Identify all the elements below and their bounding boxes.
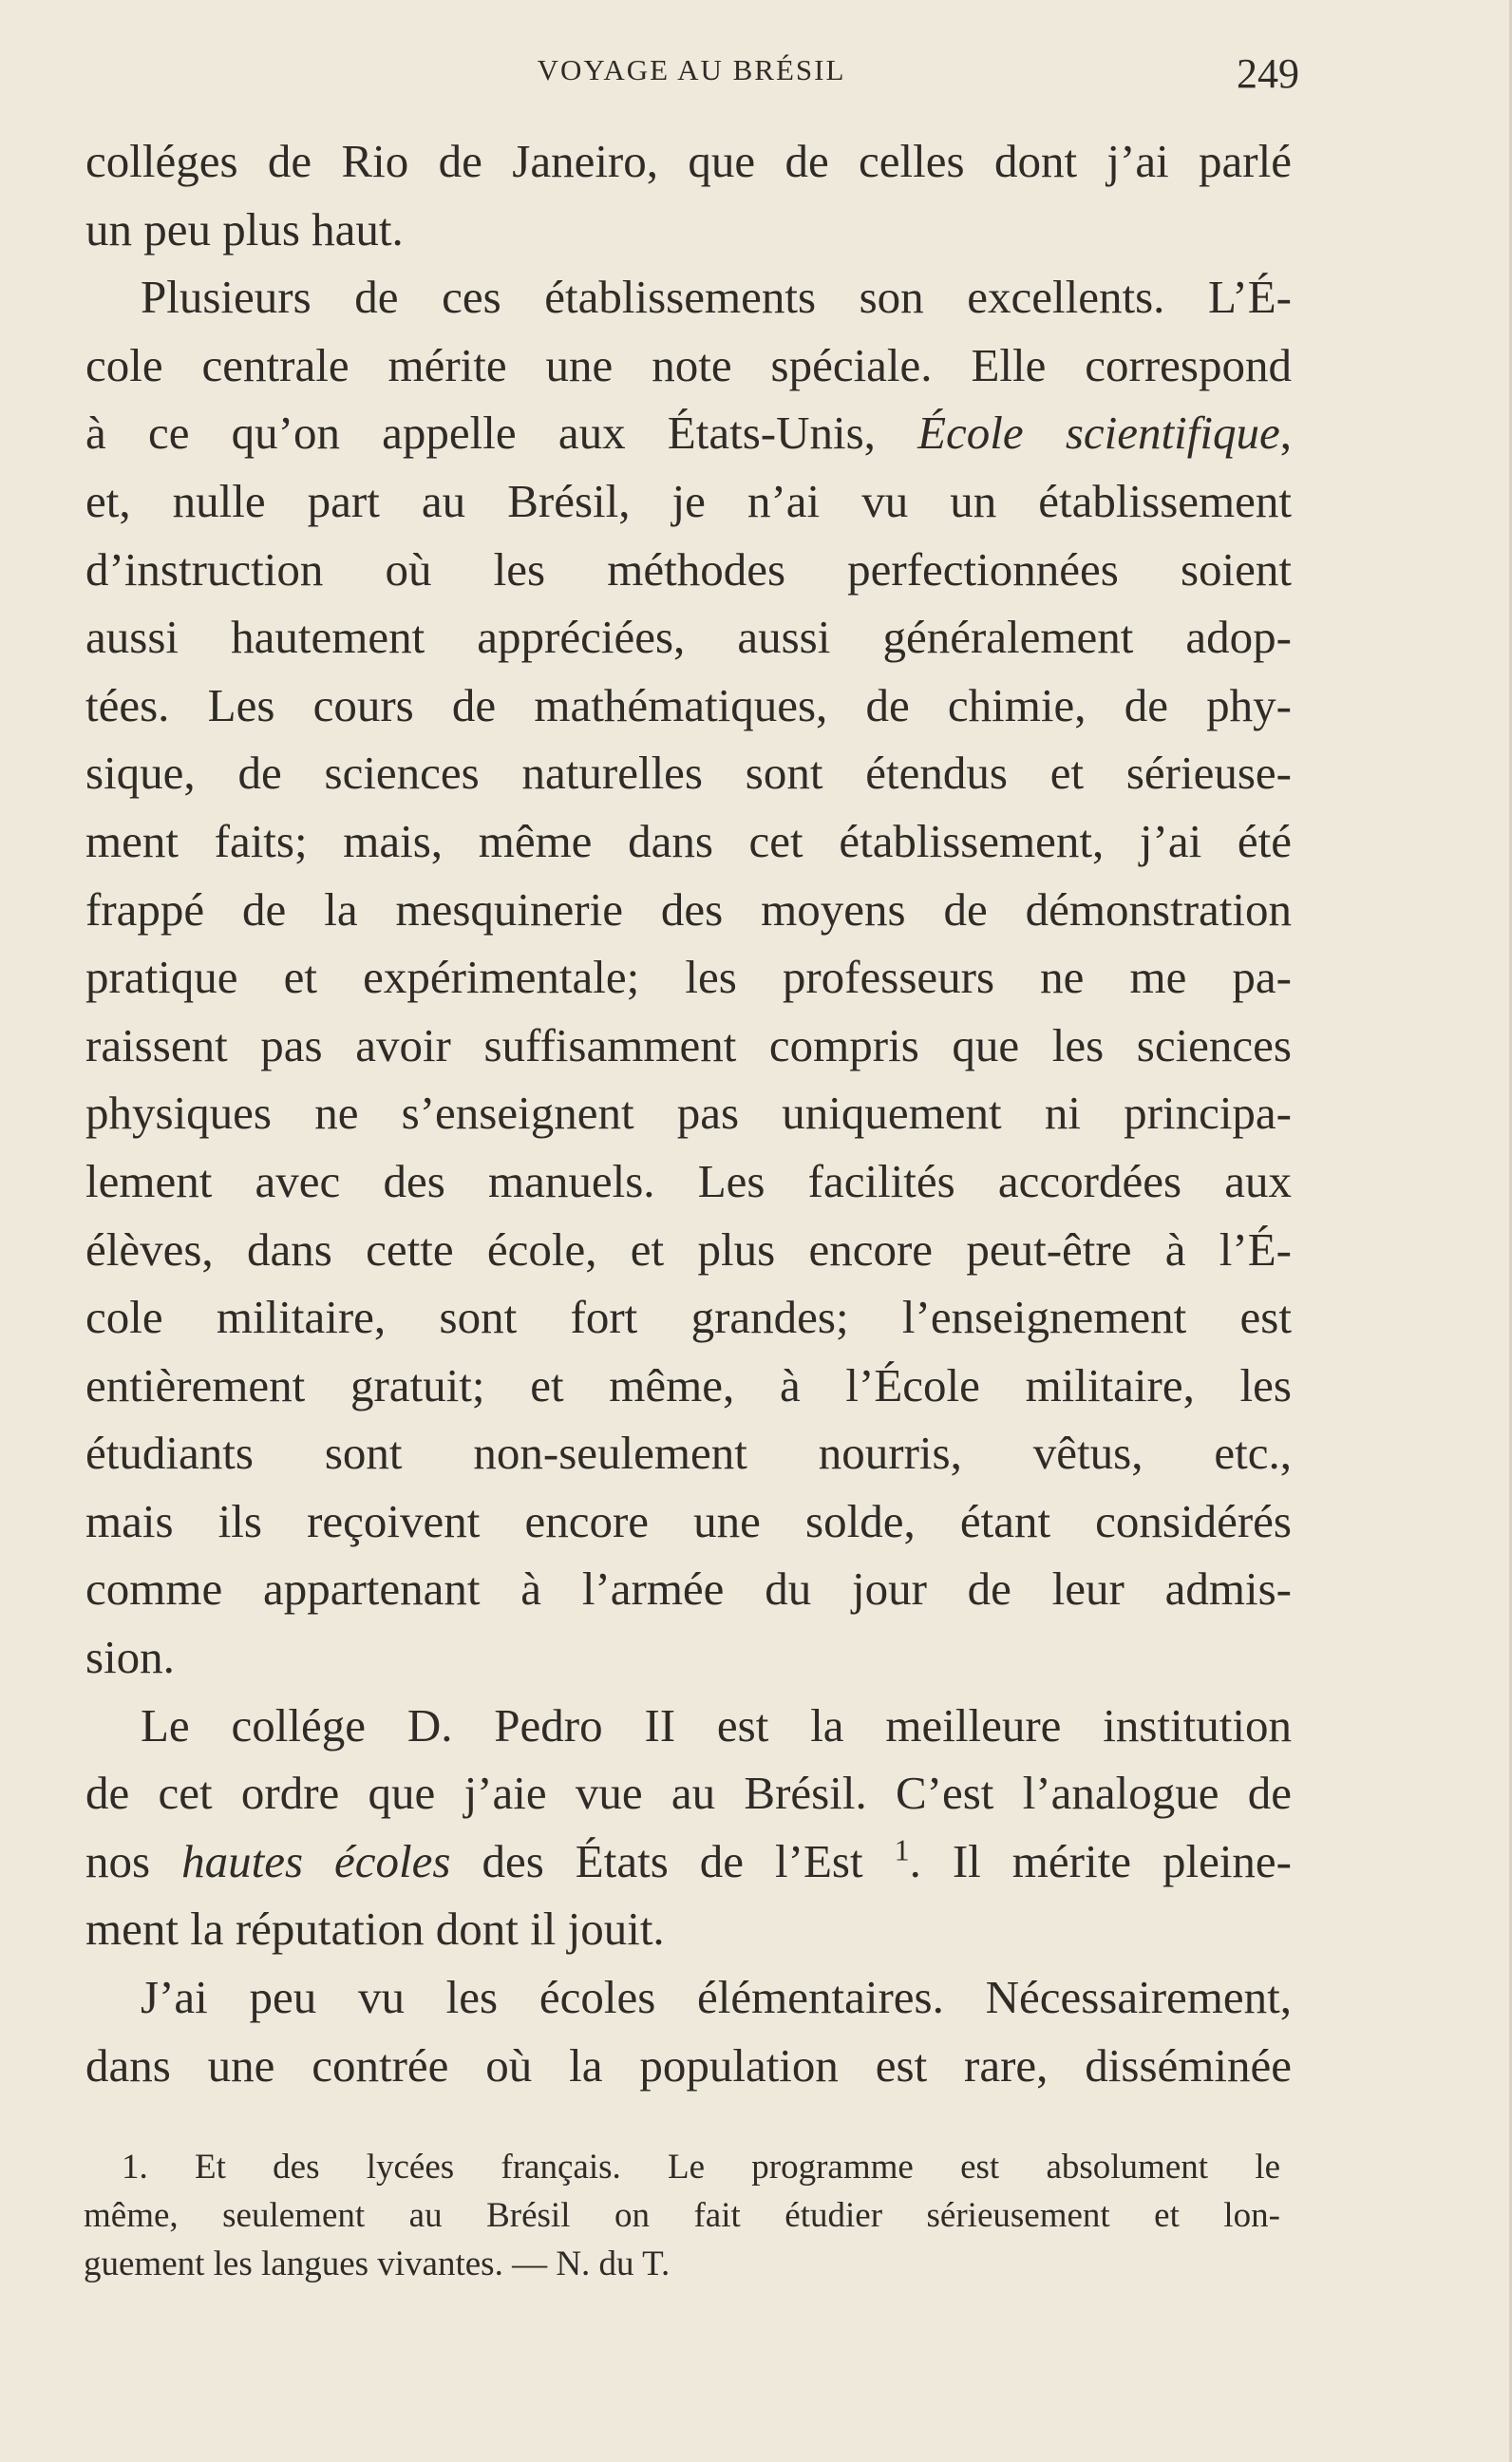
text-line — [85, 399, 1292, 467]
page-number: 249 — [1237, 50, 1299, 97]
text-line: élèves, dans cette école, et plus encore peut-être à l’É- — [85, 1222, 1292, 1276]
text-fragment: à ce qu’on appelle aux États-Unis, — [85, 407, 918, 460]
text-line: sique, de sciences naturelles sont étendus et sérieuse- — [85, 747, 1292, 800]
footnote-line: même, seulement au Brésil on fait étudier sérieusement et lon- — [84, 2196, 1280, 2235]
body-text — [85, 127, 1292, 2099]
text-line: un peu plus haut. — [85, 202, 404, 256]
text-line: Le collége D. Pedro II est la meilleure institution — [141, 1698, 1292, 1752]
text-line: étudiants sont non-seulement nourris, vêtus, etc., — [85, 1427, 1292, 1480]
italic-term: École scientifique — [917, 407, 1280, 460]
text-line: aussi hautement appréciées, aussi généralement adop- — [85, 611, 1292, 664]
text-fragment: des États de l’Est — [450, 1834, 863, 1887]
footnote-line: guement les langues vivantes. — N. du T. — [84, 2244, 671, 2283]
text-line: ment la réputation dont il jouit. — [85, 1903, 665, 1956]
text-line: colléges de Rio de Janeiro, que de celles dont j’ai parlé — [85, 135, 1292, 187]
text-fragment: . Il mérite pleine- — [909, 1834, 1292, 1887]
footnote-reference: 1 — [894, 1832, 910, 1867]
text-line: entièrement gratuit; et même, à l’École militaire, les — [85, 1358, 1292, 1411]
text-line: dans une contrée où la population est rare, disséminée — [85, 2038, 1292, 2092]
text-line: frappé de la mesquinerie des moyens de démonstration — [85, 882, 1292, 936]
footnotes — [84, 2143, 1280, 2288]
italic-term: hautes écoles — [181, 1834, 451, 1887]
text-line: cole militaire, sont fort grandes; l’enseignement est — [85, 1291, 1292, 1344]
text-line: physiques ne s’enseignent pas uniquement ni principa- — [85, 1087, 1292, 1140]
footnote-line: 1. Et des lycées français. Le programme est absolument le — [122, 2148, 1280, 2187]
text-line: raissent pas avoir suffisamment compris que les sciences — [85, 1018, 1292, 1071]
text-line: tées. Les cours de mathématiques, de chimie, de phy- — [85, 678, 1292, 731]
text-line: pratique et expérimentale; les professeurs ne me pa- — [85, 951, 1292, 1004]
text-line: lement avec des manuels. Les facilités accordées aux — [85, 1154, 1292, 1207]
text-fragment: , — [1279, 407, 1292, 460]
text-line: Plusieurs de ces établissements son excellents. L’É- — [141, 271, 1292, 324]
running-title: VOYAGE AU BRÉSIL — [537, 53, 846, 86]
text-line: de cet ordre que j’aie vue au Brésil. C’est l’analogue de — [85, 1767, 1292, 1820]
text-line: et, nulle part au Brésil, je n’ai vu un établissement — [85, 474, 1292, 527]
text-line: ment faits; mais, même dans cet établissement, j’ai été — [85, 814, 1292, 867]
text-line: mais ils reçoivent encore une solde, étant considérés — [85, 1494, 1292, 1547]
text-line: sion. — [85, 1631, 175, 1684]
text-fragment: nos — [85, 1834, 182, 1887]
text-line: cole centrale mérite une note spéciale. Elle correspond — [85, 338, 1292, 391]
text-line: J’ai peu vu les écoles élémentaires. Nécessairement, — [141, 1971, 1292, 2024]
text-line — [85, 1828, 1292, 1896]
text-line: comme appartenant à l’armée du jour de leur admis- — [85, 1562, 1292, 1616]
text-line: d’instruction où les méthodes perfectionnées soient — [85, 542, 1292, 596]
page-header — [84, 46, 1299, 99]
